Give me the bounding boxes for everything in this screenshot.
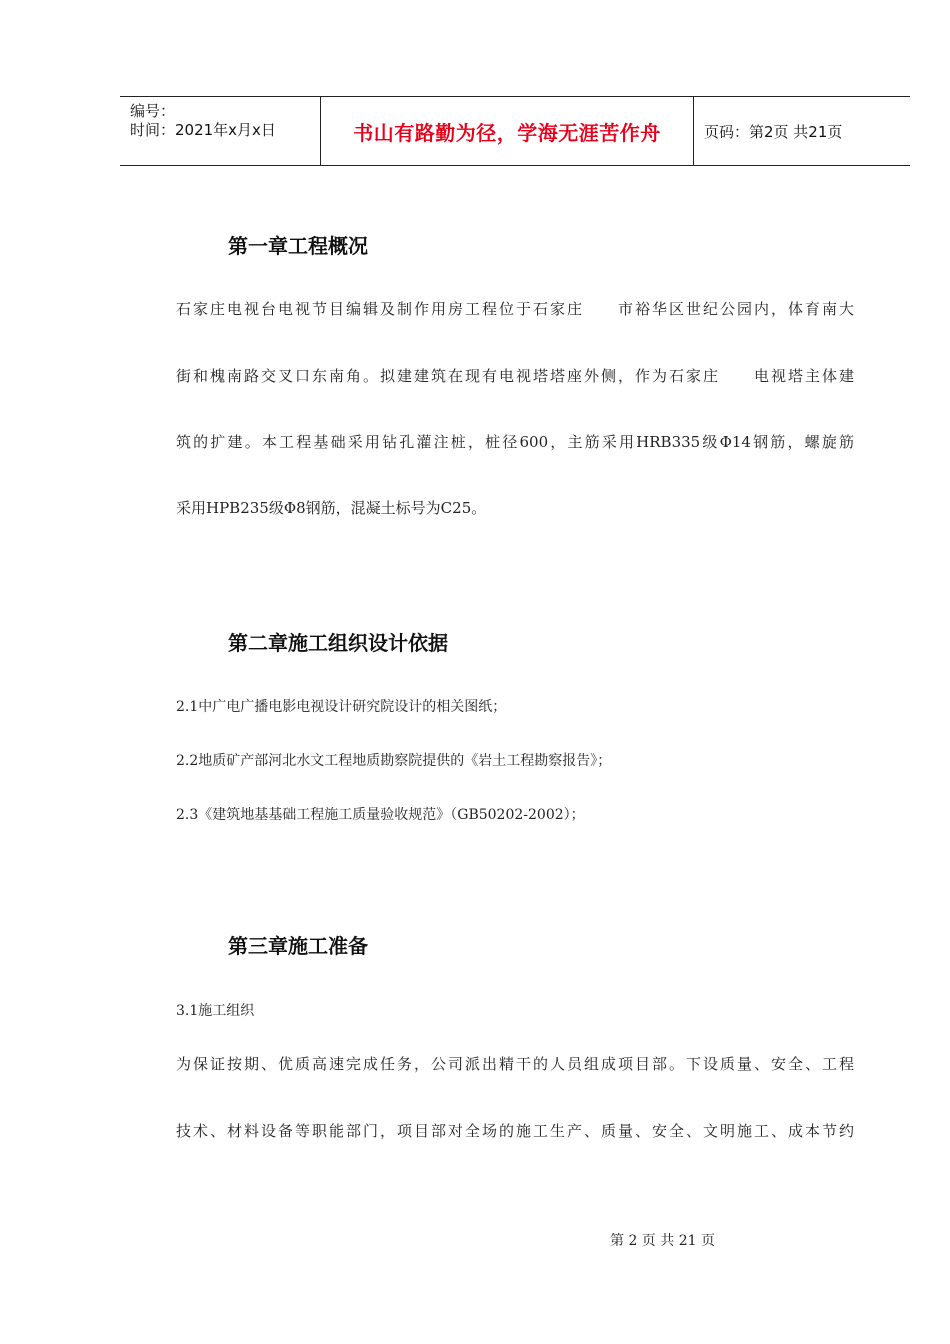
document-time-label: 时间：2021年x月x日 — [130, 121, 276, 139]
chapter-1-line-2: 街和槐南路交叉口东南角。拟建建筑在现有电视塔塔座外侧，作为石家庄 电视塔主体建 — [176, 367, 854, 385]
chapter-2-item-2: 2.2地质矿产部河北水文工程地质勘察院提供的《岩土工程勘察报告》； — [176, 753, 612, 769]
header-meta-cell — [120, 97, 321, 165]
header-motto-cell — [321, 97, 694, 165]
chapter-3-line-2: 技术、材料设备等职能部门，项目部对全场的施工生产、质量、安全、文明施工、成本节约 — [176, 1122, 854, 1140]
chapter-2-title: 第二章施工组织设计依据 — [228, 631, 448, 655]
header-page-cell — [694, 97, 910, 165]
chapter-3-title: 第三章施工准备 — [228, 934, 368, 958]
chapter-3-line-1: 为保证按期、优质高速完成任务，公司派出精干的人员组成项目部。下设质量、安全、工程 — [176, 1055, 854, 1073]
chapter-1-line-3: 筑的扩建。本工程基础采用钻孔灌注桩，桩径600，主筋采用HRB335级Φ14钢筋，螺旋筋 — [176, 433, 854, 451]
chapter-2-item-3: 2.3《建筑地基基础工程施工质量验收规范》（GB50202-2002）； — [176, 807, 585, 823]
header-page-info: 页码：第2页 共21页 — [704, 122, 843, 141]
chapter-1-line-4: 采用HPB235级Φ8钢筋，混凝土标号为C25。 — [176, 499, 487, 517]
document-header — [120, 96, 910, 166]
chapter-2-item-1: 2.1中广电广播电影电视设计研究院设计的相关图纸； — [176, 699, 507, 715]
chapter-1-title: 第一章工程概况 — [228, 234, 368, 258]
document-number-label: 编号： — [130, 102, 176, 120]
header-motto: 书山有路勤为径，学海无涯苦作舟 — [353, 120, 661, 145]
chapter-3-subtitle: 3.1施工组织 — [176, 1003, 255, 1019]
chapter-1-line-1: 石家庄电视台电视节目编辑及制作用房工程位于石家庄 市裕华区世纪公园内，体育南大 — [176, 300, 854, 318]
page-footer: 第 2 页 共 21 页 — [610, 1233, 715, 1249]
